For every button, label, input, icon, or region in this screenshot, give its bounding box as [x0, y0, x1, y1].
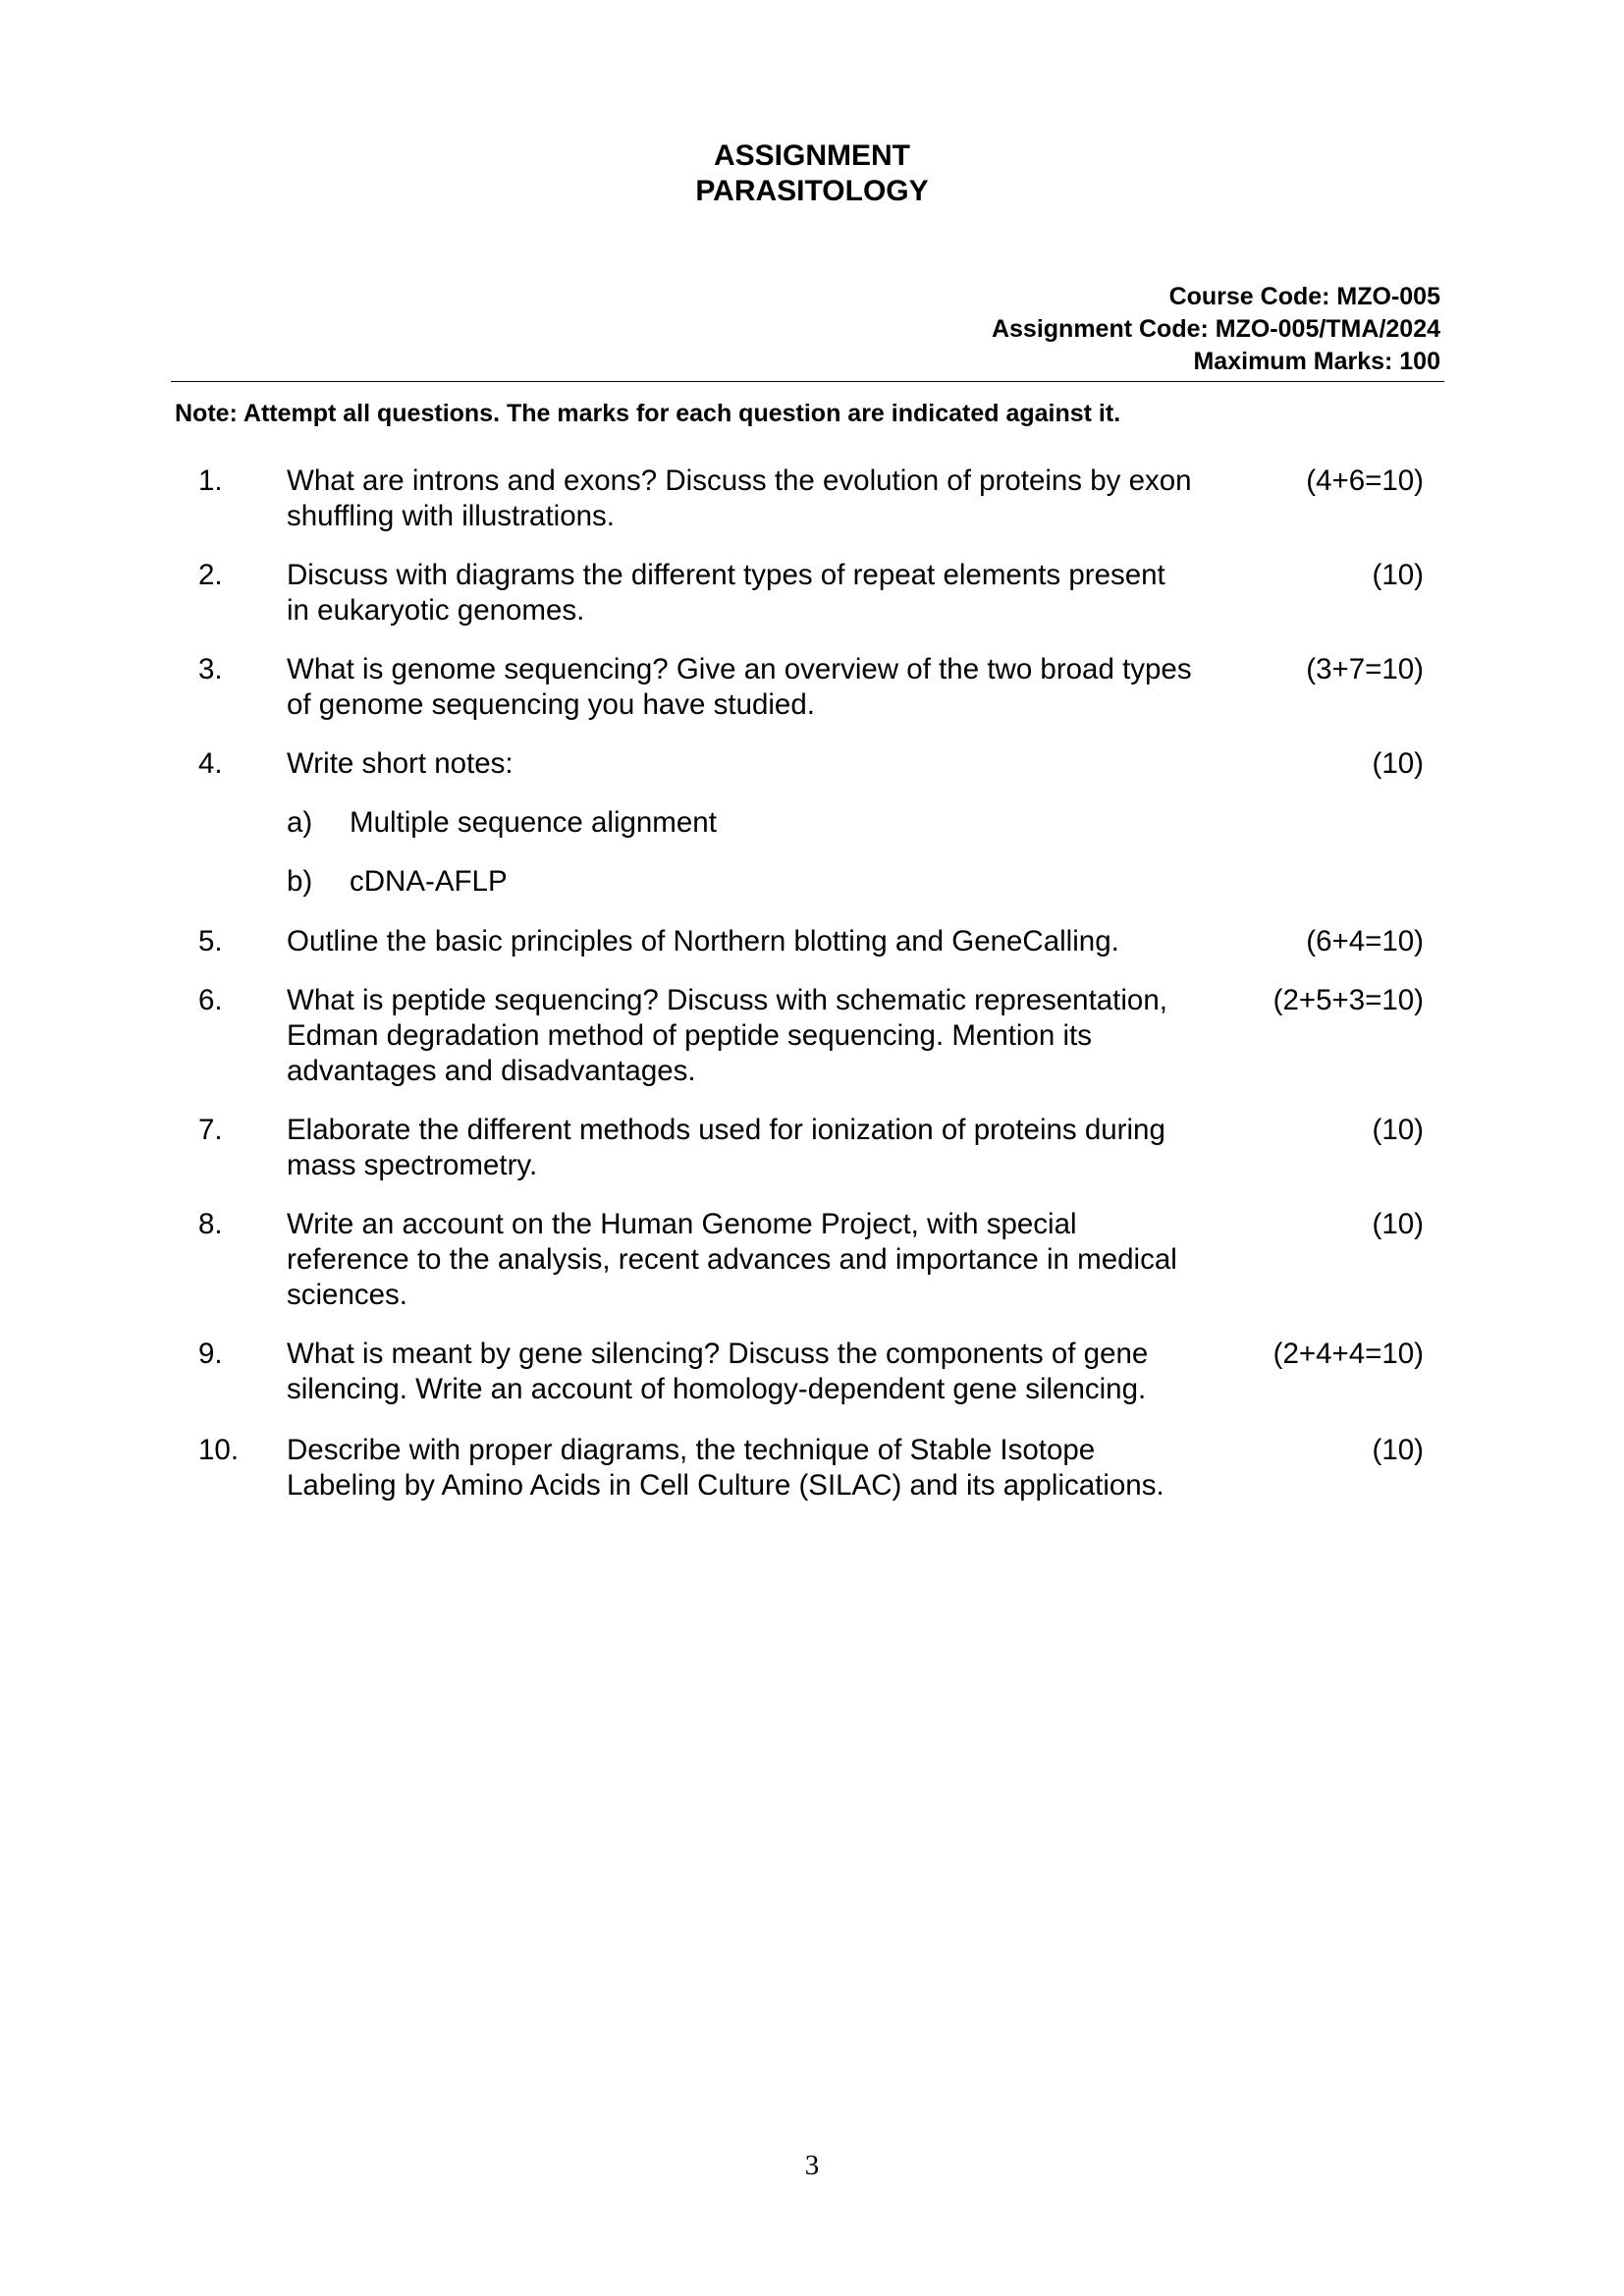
question-number: 3.	[198, 653, 223, 685]
question-marks: (10)	[1372, 1114, 1424, 1146]
question-marks: (3+7=10)	[1306, 653, 1424, 685]
question-number: 10.	[198, 1434, 240, 1466]
question-number: 8.	[198, 1208, 223, 1240]
sub-item-label: a)	[287, 806, 313, 839]
question-text	[287, 652, 1229, 723]
question-line: What are introns and exons? Discuss the evolution of proteins by exon	[287, 465, 1192, 497]
question-text	[287, 558, 1229, 629]
question-marks: (10)	[1372, 1208, 1424, 1240]
question-line: sciences.	[287, 1279, 407, 1311]
question-text	[287, 746, 1229, 782]
question-number: 6.	[198, 984, 223, 1016]
sub-item-text: cDNA-AFLP	[350, 865, 508, 898]
page-number: 3	[804, 2150, 820, 2181]
question-number: 9.	[198, 1338, 223, 1370]
sub-item-text: Multiple sequence alignment	[350, 806, 717, 839]
document-subtitle: PARASITOLOGY	[695, 175, 929, 207]
question-text	[287, 1337, 1229, 1407]
assignment-code: Assignment Code: MZO-005/TMA/2024	[991, 315, 1440, 343]
question-marks: (4+6=10)	[1306, 465, 1424, 497]
question-line: Write an account on the Human Genome Project, with special	[287, 1208, 1077, 1240]
question-text	[287, 1113, 1229, 1183]
question-text	[287, 1433, 1229, 1503]
question-number: 4.	[198, 747, 223, 780]
question-text	[287, 983, 1229, 1089]
maximum-marks: Maximum Marks: 100	[1193, 348, 1440, 375]
question-number: 7.	[198, 1114, 223, 1146]
question-text	[287, 924, 1229, 959]
question-line: Discuss with diagrams the different types of repeat elements present	[287, 559, 1165, 591]
question-marks: (10)	[1372, 747, 1424, 780]
question-line: in eukaryotic genomes.	[287, 594, 585, 627]
question-number: 2.	[198, 559, 223, 591]
question-line: Write short notes:	[287, 747, 514, 780]
question-line: Elaborate the different methods used for ionization of proteins during	[287, 1114, 1165, 1146]
question-line: What is genome sequencing? Give an overview of the two broad types	[287, 653, 1192, 685]
sub-item-label: b)	[287, 865, 313, 898]
question-marks: (2+5+3=10)	[1272, 984, 1424, 1016]
question-line: Describe with proper diagrams, the technique of Stable Isotope	[287, 1434, 1096, 1466]
question-line: Edman degradation method of peptide sequencing. Mention its	[287, 1019, 1092, 1052]
question-text	[287, 464, 1229, 534]
question-line: Labeling by Amino Acids in Cell Culture (SILAC) and its applications.	[287, 1469, 1164, 1502]
instructions-note: Note: Attempt all questions. The marks for each question are indicated against it.	[175, 400, 1121, 427]
question-text	[287, 1207, 1229, 1313]
question-line: What is peptide sequencing? Discuss with schematic representation,	[287, 984, 1167, 1016]
question-line: mass spectrometry.	[287, 1149, 538, 1181]
header-divider	[171, 381, 1444, 382]
question-marks: (10)	[1372, 1434, 1424, 1466]
document-title: ASSIGNMENT	[713, 139, 910, 172]
question-line: What is meant by gene silencing? Discuss the components of gene	[287, 1338, 1149, 1370]
question-line: silencing. Write an account of homology-dependent gene silencing.	[287, 1373, 1147, 1405]
question-line: of genome sequencing you have studied.	[287, 688, 815, 721]
question-marks: (2+4+4=10)	[1272, 1338, 1424, 1370]
question-line: reference to the analysis, recent advances and importance in medical	[287, 1243, 1177, 1276]
question-line: Outline the basic principles of Northern blotting and GeneCalling.	[287, 925, 1119, 957]
question-line: advantages and disadvantages.	[287, 1055, 696, 1087]
question-line: shuffling with illustrations.	[287, 500, 615, 532]
question-number: 1.	[198, 465, 223, 497]
question-number: 5.	[198, 925, 223, 957]
question-marks: (6+4=10)	[1306, 925, 1424, 957]
question-marks: (10)	[1372, 559, 1424, 591]
course-code: Course Code: MZO-005	[1168, 283, 1440, 310]
